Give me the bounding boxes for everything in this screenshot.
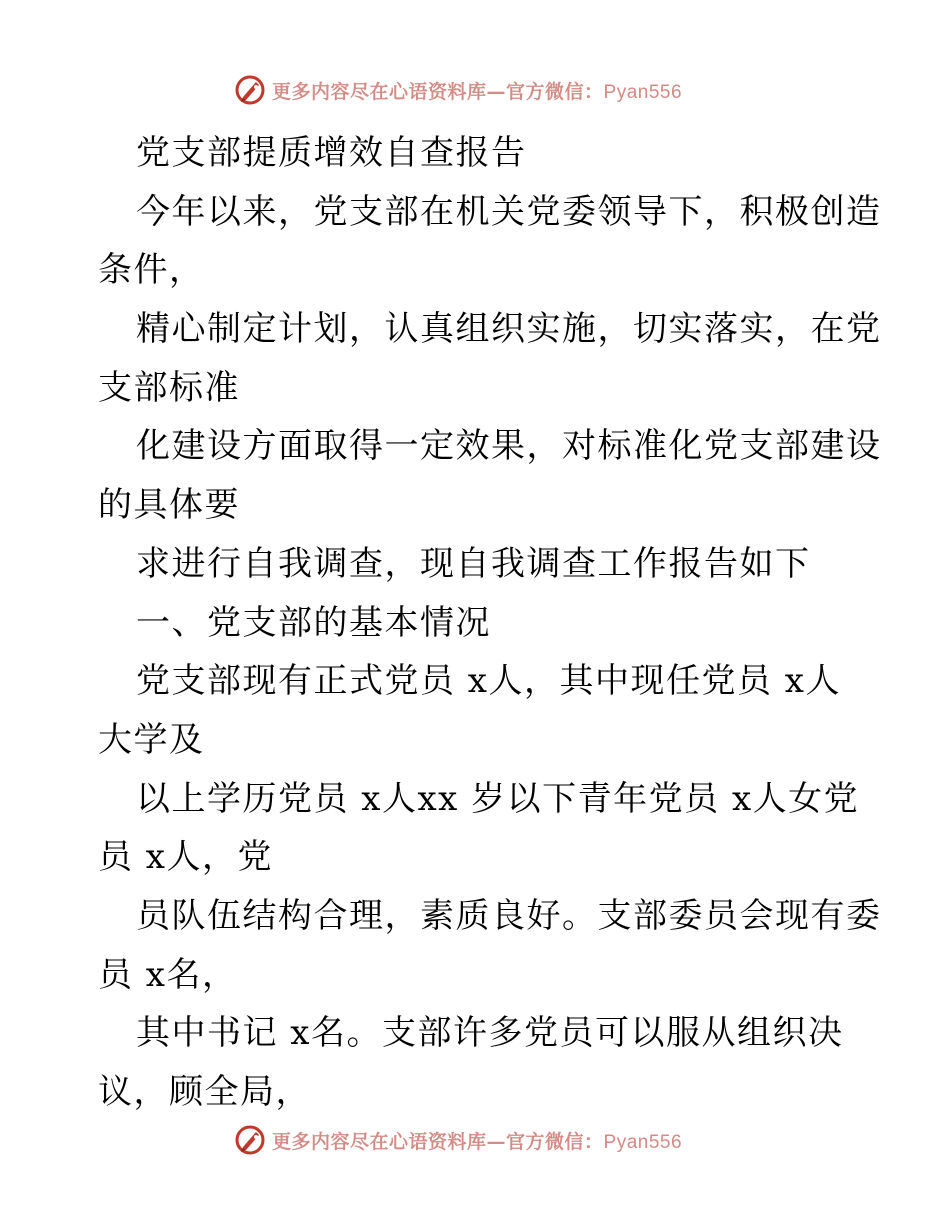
text-line: 议，顾全局，	[98, 1072, 311, 1112]
text-line: 今年以来，党支部在机关党委领导下，积极创造	[136, 191, 882, 232]
text-line: 党支部现有正式党员 x人，其中现任党员 x人	[136, 661, 841, 702]
pen-logo-icon	[234, 1124, 266, 1156]
text-line: 其中书记 x名。支部许多党员可以服从组织决	[136, 1013, 844, 1054]
text-line: 以上学历党员 x人xx 岁以下青年党员 x人女党	[136, 778, 860, 819]
watermark-text	[272, 77, 682, 104]
text-line: 支部标准	[98, 367, 240, 408]
document-title: 党支部提质增效自查报告	[136, 133, 527, 173]
text-line: 一、党支部的基本情况	[136, 602, 491, 643]
text-line: 员 x名，	[98, 954, 238, 995]
text-line: 条件，	[98, 250, 205, 291]
text-line: 员 x人，党	[98, 837, 273, 878]
header-watermark	[234, 72, 682, 108]
pen-logo-icon	[234, 74, 266, 106]
text-line: 化建设方面取得一定效果，对标准化党支部建设	[136, 426, 882, 467]
text-line: 大学及	[98, 719, 205, 760]
text-line: 精心制定计划，认真组织实施，切实落实，在党	[136, 309, 882, 350]
watermark-text-cn: 更多内容尽在心语资料库—官方微信：	[272, 1130, 604, 1153]
watermark-wechat-id: Pyan556	[603, 81, 683, 103]
text-line: 员队伍结构合理，素质良好。支部委员会现有委	[136, 895, 882, 936]
watermark-text	[272, 1127, 682, 1154]
watermark-text-cn: 更多内容尽在心语资料库—官方微信：	[272, 80, 604, 103]
watermark-wechat-id: Pyan556	[603, 1131, 683, 1153]
document-body	[98, 124, 882, 1122]
text-line: 求进行自我调查，现自我调查工作报告如下	[136, 543, 811, 584]
text-line: 的具体要	[98, 485, 240, 526]
footer-watermark	[234, 1122, 682, 1158]
